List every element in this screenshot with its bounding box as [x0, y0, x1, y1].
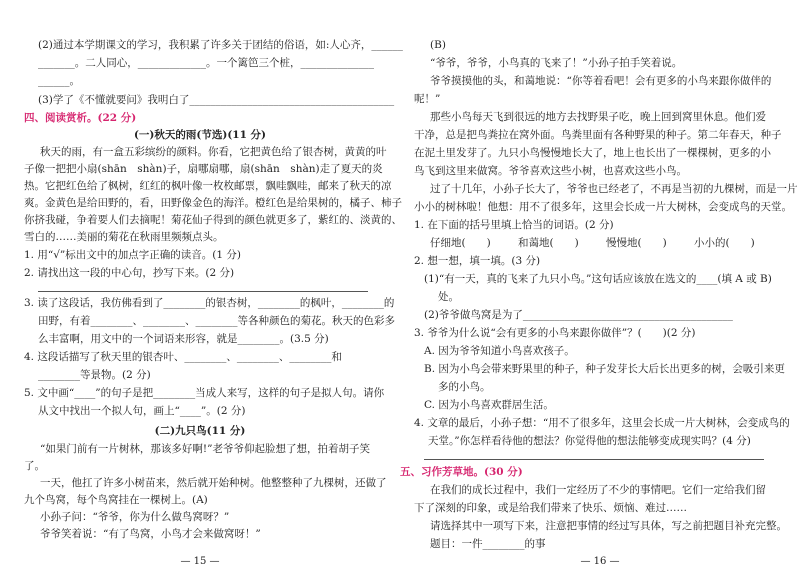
passage-1-line: 雪白的……美丽的菊花在秋雨里频频点头。 — [24, 231, 224, 243]
section-5-heading: 五、习作芳草地。(30 分) — [400, 466, 523, 478]
fill-blank: 慢慢地( ) — [606, 237, 667, 249]
passage-2-line: 九个鸟窝，每个鸟窝挂在一棵树上。(A) — [24, 494, 208, 506]
passage-2-line: “如果门前有一片树林，那该多好啊!”老爷爷仰起脸想了想，拍着胡子笑 — [40, 443, 370, 455]
passage-2-line: 那些小鸟每天飞到很远的地方去找野果子吃，晚上回到窝里休息。他们爱 — [430, 111, 766, 123]
passage-2-line: 了。 — [24, 460, 45, 472]
passage-1-line: 子像一把把小扇(shān shàn)子，扇哪扇哪，扇(shān shàn)走了夏天的炎 — [24, 163, 383, 175]
question-3-line: 么丰富啊，用文中的一个词语来形容，就是________。(3.5 分) — [38, 333, 329, 345]
passage-1-title: (一)秋天的雨(节选)(11 分) — [133, 129, 267, 141]
passage-1-line: 热。它把红色给了枫树，红红的枫叶像一枚枚邮票，飘哇飘哇，邮来了秋天的凉 — [24, 180, 392, 192]
fill-blank: 小小的( ) — [694, 237, 755, 249]
answer-line — [38, 291, 368, 292]
passage-2-line: 小孙子问：“爷爷，你为什么做鸟窝呀？” — [40, 511, 230, 523]
section-4-heading: 四、阅读赏析。(22 分) — [24, 112, 137, 124]
writing-prompt-line: 请选择其中一项写下来，注意把事情的经过写具体，写之前把题目补充完整。 — [430, 520, 787, 532]
passage-1-line: 爽。金黄色是给田野的，看，田野像金色的海洋。橙红色是给果树的，橘子、柿子 — [24, 197, 402, 209]
passage-2-line: 一天，他扛了许多小树苗来，然后就开始种树。他整整种了九棵树，还做了 — [40, 477, 387, 489]
question-5-line: 5. 文中画“____”的句子是把________当成人来写，这样的句子是拟人句。请你 — [24, 387, 385, 399]
question-3: 3. 爷爷为什么说“会有更多的小鸟来跟你做伴”？( )(2 分) — [414, 327, 696, 339]
fill-blank: 和蔼地( ) — [518, 237, 579, 249]
passage-2-line: 过了十几年，小孙子长大了，爷爷也已经老了，不再是当初的九棵树，而是一片 — [430, 183, 798, 195]
passage-2-line: 呢！” — [414, 93, 441, 105]
passage-1-line: 你挤我碰，争着要人们去摘呢！菊花仙子得到的颜色就更多了，紫红的、淡黄的、 — [24, 214, 402, 226]
question-2-part-1-cont: 处。 — [438, 291, 459, 303]
question-2-part-1: (1)“有一天，真的飞来了九只小鸟。”这句话应该放在选文的____(填 A 或 B) — [424, 273, 772, 285]
q3-line: (3)学了《不懂就要问》我明白了_______________________________________ — [38, 94, 395, 106]
passage-2-line: 爷爷笑着说：“有了鸟窝，小鸟才会来做窝呀！” — [40, 528, 261, 540]
passage-2-line: “爷爷，爷爷，小鸟真的飞来了！”小孙子拍手笑着说。 — [430, 57, 683, 69]
option-a: A. 因为爷爷知道小鸟喜欢孩子。 — [424, 345, 575, 357]
question-4-line: 4. 这段话描写了秋天里的银杏叶、________、________、________和 — [24, 351, 342, 363]
fill-blank: 仔细地( ) — [430, 237, 491, 249]
page-number: — 16 — — [580, 556, 620, 567]
passage-2-line: 小小的树林啦！他想：用不了很多年，这里会长成一片大树林，会变成鸟的天堂。 — [414, 201, 792, 213]
passage-2-title: (二)九只鸟(11 分) — [154, 425, 246, 437]
question-4-line: 天堂。”你怎样看待他的想法？你觉得他的想法能够变成现实吗？(4 分) — [428, 435, 751, 447]
writing-title-line: 题目：一件________的事 — [430, 538, 546, 550]
passage-2-line: 鸟飞到这里来做窝。爷爷喜欢这些小树，也喜欢这些小鸟。 — [414, 165, 687, 177]
question-4-line: 4. 文章的最后，小孙子想：“用不了很多年，这里会长成一片大树林，会变成鸟的 — [414, 417, 790, 429]
passage-2-line: 干净，总是把鸟粪拉在窝外面。鸟粪里面有各种野果的种子。第二年春天，种子 — [414, 129, 782, 141]
writing-prompt-line: 下了深刻的印象，或是给我们带来了快乐、烦恼、难过…… — [414, 502, 687, 514]
right-page — [400, 0, 800, 576]
option-b-cont: 多的小鸟。 — [438, 381, 491, 393]
question-5-line: 从文中找出一个拟人句，画上“____”。(2 分) — [38, 405, 246, 417]
writing-prompt-line: 在我们的成长过程中，我们一定经历了不少的事情吧。它们一定给我们留 — [430, 484, 766, 496]
passage-2-line: 爷爷摸摸他的头，和蔼地说：“你等着看吧！会有更多的小鸟来跟你做伴的 — [430, 75, 772, 87]
question-2: 2. 请找出这一段的中心句，抄写下来。(2 分) — [24, 267, 235, 279]
passage-2-line: 在泥土里发芽了。九只小鸟慢慢地长大了，地上也长出了一棵棵树，更多的小 — [414, 147, 771, 159]
question-4-line: ________等景物。(2 分) — [38, 369, 151, 381]
option-b: B. 因为小鸟会带来野果里的种子，种子发芽长大后长出更多的树，会吸引来更 — [424, 363, 785, 375]
answer-line — [424, 459, 764, 460]
marker-b: (B) — [430, 39, 446, 51]
question-3-line: 田野，有着________、________、________等各种颜色的菊花。秋天的色彩多 — [38, 315, 395, 327]
page-number: — 15 — — [180, 556, 220, 567]
q2-line-3: ______。 — [38, 75, 80, 87]
question-2-part-2: (2)爷爷做鸟窝是为了________________________________________ — [424, 309, 733, 321]
question-1: 1. 在下面的括号里填上恰当的词语。(2 分) — [414, 219, 614, 231]
q2-line-2: _______。二人同心，_____________。一个篱笆三个桩，______________ — [38, 57, 374, 69]
option-c: C. 因为小鸟喜欢群居生活。 — [424, 399, 554, 411]
question-3-line: 3. 读了这段话，我仿佛看到了________的银杏树，________的枫叶，________的 — [24, 297, 395, 309]
question-1: 1. 用“√”标出文中的加点字正确的读音。(1 分) — [24, 249, 241, 261]
passage-1-line: 秋天的雨，有一盒五彩缤纷的颜料。你看，它把黄色给了银杏树，黄黄的叶 — [40, 146, 387, 158]
question-2: 2. 想一想，填一填。(3 分) — [414, 255, 541, 267]
q2-line-1: (2)通过本学期课文的学习，我积累了许多关于团结的俗语，如:人心齐，______ — [38, 39, 403, 51]
